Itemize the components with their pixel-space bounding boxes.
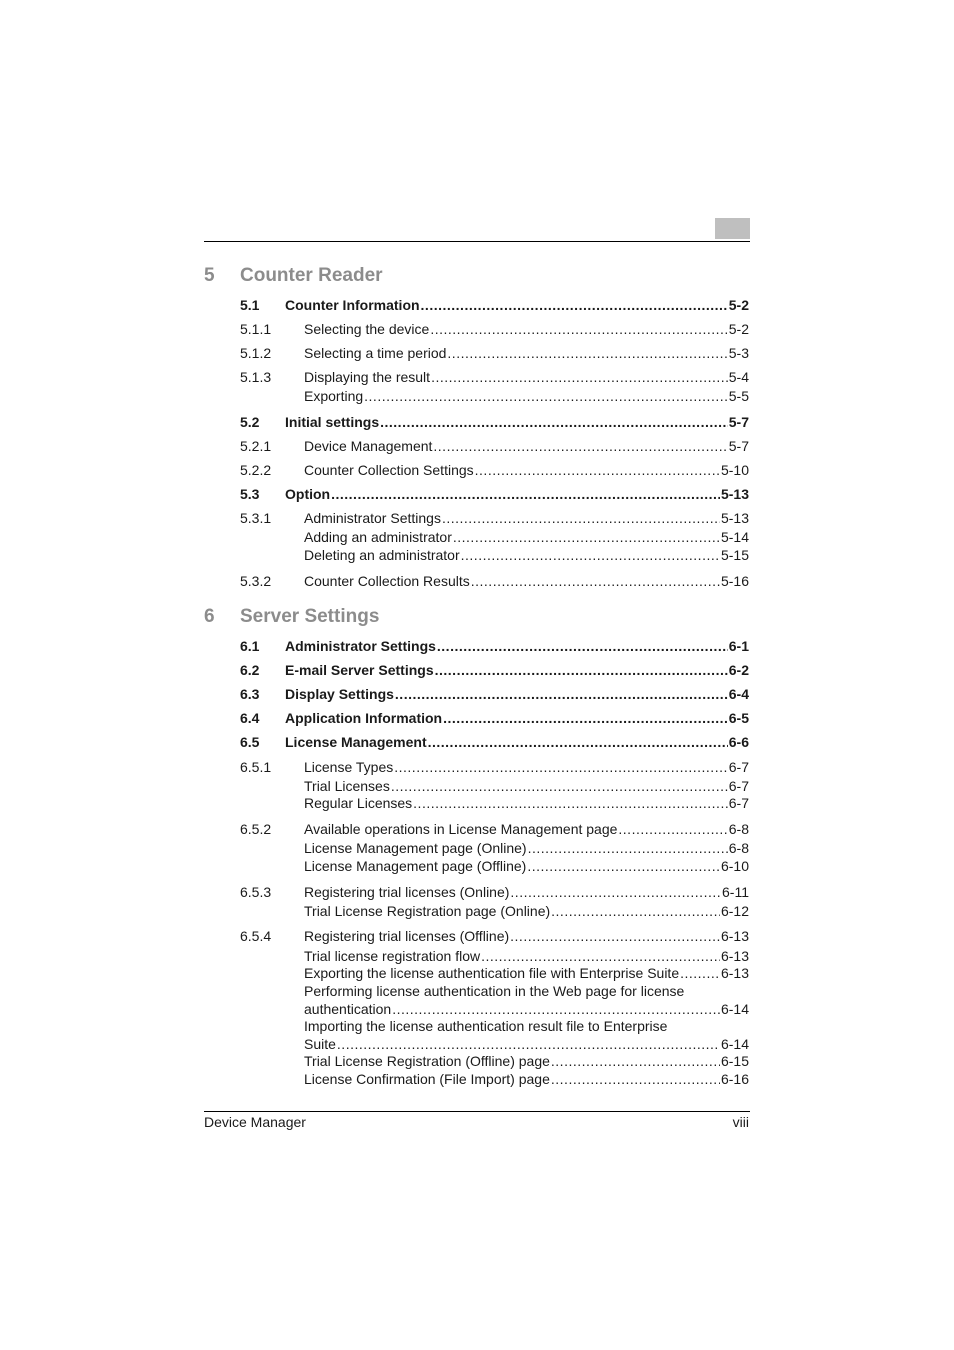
toc-entry-line	[304, 858, 749, 875]
toc-entry-page: 5-14	[720, 529, 749, 545]
chapter-number: 5	[204, 265, 215, 286]
toc-entry-page: 5-3	[728, 345, 749, 361]
toc-entry-number: 6.2	[240, 662, 260, 678]
toc-leader-dots	[413, 795, 728, 812]
toc-leader-dots	[680, 965, 720, 982]
toc-entry-title: Regular Licenses	[304, 795, 413, 811]
toc-entry[interactable]	[240, 686, 749, 703]
toc-entry-line	[304, 983, 749, 1000]
toc-entry-page: 6-7	[728, 778, 749, 794]
toc-leader-dots	[528, 840, 728, 857]
toc-entry-line	[285, 414, 749, 431]
toc-entry-line	[304, 928, 749, 945]
toc-leader-dots	[380, 414, 728, 431]
toc-entry-title: Available operations in License Management page	[304, 821, 618, 837]
toc-entry-line	[304, 778, 749, 795]
toc-entry[interactable]	[240, 884, 749, 901]
toc-leader-dots	[421, 297, 728, 314]
toc-entry-line	[304, 510, 749, 527]
header-rule	[204, 241, 750, 242]
toc-entry-title: License Management page (Online)	[304, 840, 527, 856]
toc-entry[interactable]	[304, 840, 749, 857]
toc-entry-line	[285, 486, 749, 503]
toc-leader-dots	[331, 486, 720, 503]
toc-entry-line	[285, 734, 749, 751]
toc-entry[interactable]	[304, 903, 749, 920]
toc-entry-title: Counter Collection Results	[304, 573, 470, 589]
toc-entry-title: License Types	[304, 759, 394, 775]
toc-entry[interactable]	[240, 638, 749, 655]
toc-entry-number: 5.3	[240, 486, 260, 502]
toc-entry[interactable]	[304, 1001, 749, 1018]
toc-entry-line	[304, 1053, 749, 1070]
toc-entry-page: 6-13	[720, 965, 749, 981]
toc-leader-dots	[337, 1036, 720, 1053]
toc-entry-title: Registering trial licenses (Offline)	[304, 928, 510, 944]
toc-leader-dots	[618, 821, 727, 838]
toc-entry-line	[304, 840, 749, 857]
toc-entry[interactable]	[240, 414, 749, 431]
toc-entry[interactable]	[304, 795, 749, 812]
toc-leader-dots	[392, 1001, 720, 1018]
toc-entry-number: 5.2.1	[240, 438, 272, 454]
toc-entry-number: 5.1.3	[240, 369, 272, 385]
toc-entry-line	[304, 948, 749, 965]
toc-leader-dots	[510, 928, 720, 945]
toc-entry-page: 6-16	[720, 1071, 749, 1087]
toc-entry-title: Trial Licenses	[304, 778, 390, 794]
toc-entry-page: 6-14	[720, 1036, 749, 1052]
toc-leader-dots	[551, 1053, 720, 1070]
toc-leader-dots	[481, 948, 720, 965]
toc-entry-title: Administrator Settings	[304, 510, 441, 526]
toc-entry-number: 6.1	[240, 638, 260, 654]
toc-leader-dots	[471, 573, 720, 590]
toc-entry-title: Administrator Settings	[285, 638, 436, 654]
toc-entry[interactable]	[304, 858, 749, 875]
toc-entry-title: License Management	[285, 734, 427, 750]
toc-entry-line	[304, 1001, 749, 1018]
toc-entry-page: 5-2	[728, 321, 749, 337]
toc-entry-line	[285, 638, 749, 655]
toc-entry-line	[304, 821, 749, 838]
toc-entry[interactable]	[240, 438, 749, 455]
toc-entry[interactable]	[304, 1018, 749, 1035]
toc-entry-page: 6-5	[728, 710, 749, 726]
toc-entry-page: 6-12	[720, 903, 749, 919]
toc-leader-dots	[364, 388, 728, 405]
toc-entry-line	[304, 965, 749, 982]
toc-entry[interactable]	[240, 486, 749, 503]
toc-entry-line	[285, 662, 749, 679]
toc-entry[interactable]	[240, 462, 749, 479]
toc-entry-page: 5-2	[728, 297, 749, 313]
toc-leader-dots	[443, 710, 728, 727]
toc-entry-number: 5.2	[240, 414, 260, 430]
toc-entry-page: 5-10	[720, 462, 749, 478]
toc-entry-line	[304, 795, 749, 812]
chapter-title: Counter Reader	[240, 265, 383, 286]
toc-entry-number: 5.1.2	[240, 345, 272, 361]
toc-entry-number: 5.3.2	[240, 573, 272, 589]
toc-entry-page: 5-7	[728, 438, 749, 454]
toc-entry-page: 5-4	[728, 369, 749, 385]
toc-entry[interactable]	[304, 778, 749, 795]
toc-entry-page: 5-5	[728, 388, 749, 404]
toc-entry-number: 6.3	[240, 686, 260, 702]
toc-entry-line	[304, 388, 749, 405]
toc-entry-page: 5-15	[720, 547, 749, 563]
toc-entry-page: 6-7	[728, 759, 749, 775]
toc-entry-page: 6-11	[722, 884, 749, 900]
toc-entry[interactable]	[304, 1036, 749, 1053]
toc-entry[interactable]	[240, 510, 749, 527]
toc-leader-dots	[510, 884, 721, 901]
toc-leader-dots	[437, 638, 728, 655]
toc-entry-line	[285, 710, 749, 727]
toc-entry[interactable]	[240, 821, 749, 838]
toc-entry-title: Exporting	[304, 388, 364, 404]
toc-leader-dots	[551, 1071, 720, 1088]
toc-entry[interactable]	[304, 983, 749, 1000]
toc-entry[interactable]	[240, 759, 749, 776]
toc-entry-page: 6-8	[728, 840, 749, 856]
toc-entry-number: 6.5	[240, 734, 260, 750]
toc-entry-number: 6.5.3	[240, 884, 272, 900]
toc-entry-title: Device Management	[304, 438, 433, 454]
toc-entry-line	[304, 1071, 749, 1088]
toc-entry-title: Initial settings	[285, 414, 380, 430]
toc-entry-page: 6-1	[728, 638, 749, 654]
toc-entry-number: 5.2.2	[240, 462, 272, 478]
toc-entry[interactable]	[240, 321, 749, 338]
toc-entry-line	[304, 759, 749, 776]
toc-leader-dots	[431, 369, 728, 386]
toc-leader-dots	[453, 529, 720, 546]
toc-entry[interactable]	[240, 734, 749, 751]
toc-entry[interactable]	[304, 529, 749, 546]
toc-entry-title: Display Settings	[285, 686, 394, 702]
toc-entry-line	[304, 438, 749, 455]
toc-entry-title: Selecting a time period	[304, 345, 447, 361]
toc-entry-page: 6-10	[720, 858, 749, 874]
toc-entry-line	[304, 903, 749, 920]
toc-entry-title: Importing the license authentication result file to Enterprise	[304, 1018, 668, 1034]
toc-leader-dots	[475, 462, 720, 479]
toc-entry[interactable]	[304, 1053, 749, 1070]
toc-entry-page: 5-13	[720, 510, 749, 526]
toc-entry-page: 6-13	[720, 948, 749, 964]
chapter-number: 6	[204, 606, 215, 627]
footer-page-number: viii	[732, 1114, 749, 1130]
toc-leader-dots	[430, 321, 727, 338]
toc-leader-dots	[395, 686, 728, 703]
toc-entry[interactable]	[240, 662, 749, 679]
toc-entry-line	[304, 321, 749, 338]
toc-entry-title: Displaying the result	[304, 369, 431, 385]
toc-entry[interactable]	[240, 928, 749, 945]
toc-entry-page: 6-13	[720, 928, 749, 944]
toc-entry-title: Counter Collection Settings	[304, 462, 474, 478]
toc-entry-title: Application Information	[285, 710, 443, 726]
toc-entry-title: License Management page (Offline)	[304, 858, 527, 874]
toc-entry-page: 6-8	[728, 821, 749, 837]
toc-entry-number: 6.5.1	[240, 759, 272, 775]
toc-entry-line	[285, 686, 749, 703]
toc-leader-dots	[428, 734, 728, 751]
toc-entry[interactable]	[240, 297, 749, 314]
toc-entry-title: Option	[285, 486, 331, 502]
toc-entry[interactable]	[304, 948, 749, 965]
toc-leader-dots	[435, 662, 728, 679]
toc-entry-page: 5-13	[720, 486, 749, 502]
toc-entry-line	[304, 547, 749, 564]
toc-entry-line	[304, 1036, 749, 1053]
toc-entry-title: E-mail Server Settings	[285, 662, 434, 678]
toc-entry-page: 6-7	[728, 795, 749, 811]
toc-entry-title: Deleting an administrator	[304, 547, 460, 563]
toc-leader-dots	[447, 345, 727, 362]
toc-entry-number: 5.3.1	[240, 510, 272, 526]
toc-entry-title: Suite	[304, 1036, 336, 1052]
footer-rule	[204, 1111, 750, 1112]
toc-entry-line	[304, 884, 749, 901]
toc-leader-dots	[551, 903, 720, 920]
toc-leader-dots	[391, 778, 728, 795]
toc-entry-title: Trial license registration flow	[304, 948, 481, 964]
toc-entry-line	[304, 529, 749, 546]
toc-entry-page: 6-15	[720, 1053, 749, 1069]
toc-entry[interactable]	[304, 965, 749, 982]
toc-entry-page: 5-7	[728, 414, 749, 430]
toc-entry-line	[304, 369, 749, 386]
toc-entry-page: 6-4	[728, 686, 749, 702]
toc-entry-page: 6-14	[720, 1001, 749, 1017]
toc-entry-title: License Confirmation (File Import) page	[304, 1071, 550, 1087]
footer-product-name: Device Manager	[204, 1114, 306, 1130]
toc-leader-dots	[442, 510, 720, 527]
toc-entry-line	[304, 462, 749, 479]
toc-entry[interactable]	[304, 388, 749, 405]
toc-entry[interactable]	[240, 573, 749, 590]
toc-entry-line	[304, 1018, 749, 1035]
toc-leader-dots	[394, 759, 728, 776]
toc-entry[interactable]	[240, 345, 749, 362]
toc-entry-title: Selecting the device	[304, 321, 430, 337]
toc-entry-number: 6.5.2	[240, 821, 272, 837]
toc-leader-dots	[527, 858, 720, 875]
toc-entry-page: 5-16	[720, 573, 749, 589]
toc-leader-dots	[433, 438, 727, 455]
toc-entry[interactable]	[304, 547, 749, 564]
toc-entry-title: Trial License Registration (Offline) page	[304, 1053, 550, 1069]
toc-entry-line	[304, 573, 749, 590]
toc-entry-number: 6.4	[240, 710, 260, 726]
toc-entry-title: Exporting the license authentication file with Enterprise Suite	[304, 965, 680, 981]
toc-entry-page: 6-2	[728, 662, 749, 678]
toc-entry-line	[304, 345, 749, 362]
toc-entry-title: Registering trial licenses (Online)	[304, 884, 510, 900]
toc-entry-title: Performing license authentication in the Web page for license	[304, 983, 685, 999]
toc-entry-title: Adding an administrator	[304, 529, 452, 545]
toc-entry-line	[285, 297, 749, 314]
toc-entry-title: authentication	[304, 1001, 392, 1017]
toc-entry[interactable]	[240, 369, 749, 386]
toc-leader-dots	[461, 547, 720, 564]
chapter-title: Server Settings	[240, 606, 380, 627]
toc-entry-number: 5.1	[240, 297, 260, 313]
toc-entry-number: 6.5.4	[240, 928, 272, 944]
toc-entry-title: Trial License Registration page (Online)	[304, 903, 551, 919]
toc-entry-title: Counter Information	[285, 297, 420, 313]
toc-entry[interactable]	[304, 1071, 749, 1088]
toc-entry[interactable]	[240, 710, 749, 727]
toc-entry-page: 6-6	[728, 734, 749, 750]
toc-entry-number: 5.1.1	[240, 321, 272, 337]
chapter-tab-marker	[715, 218, 750, 239]
